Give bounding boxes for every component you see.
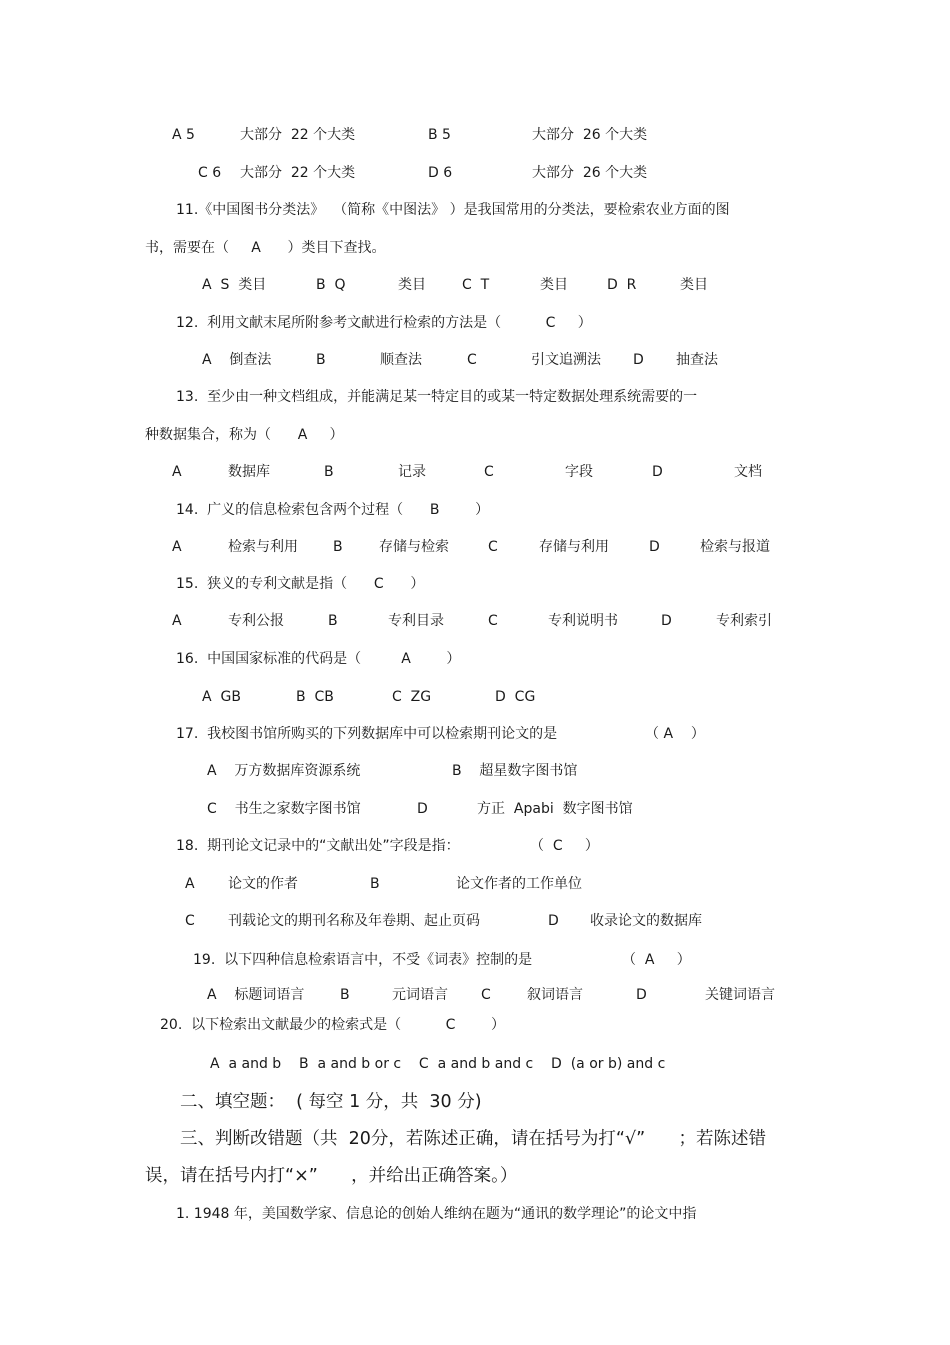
q20-stem: 20. 以下检索出文献最少的检索式是（ C ） [160, 1017, 506, 1033]
q15-option-a: A [172, 613, 182, 629]
q15-option-d: D [661, 613, 672, 629]
q19-option-d: D [636, 987, 647, 1003]
q18-option-a: A [185, 876, 195, 892]
q14-option-d-text: 检索与报道 [700, 539, 770, 555]
q14-option-d: D [649, 539, 660, 555]
q12-option-d: D [633, 352, 644, 368]
q17-option-c: C 书生之家数字图书馆 [207, 801, 361, 817]
q10-option-c-text: 大部分 22 个大类 [240, 165, 356, 181]
section-judgement-line2: 误，请在括号内打“×” ，并给出正确答案。） [145, 1166, 518, 1186]
q14-option-b-text: 存储与检索 [379, 539, 449, 555]
q18-option-a-text: 论文的作者 [228, 876, 298, 892]
q13-option-d: D [652, 464, 663, 480]
q13-option-b-text: 记录 [398, 464, 426, 480]
q12-option-c: C [467, 352, 477, 368]
q10-option-b-letter: B 5 [428, 127, 451, 143]
q15-option-b-text: 专利目录 [388, 613, 444, 629]
q19-option-b-text: 元词语言 [392, 987, 448, 1003]
q15-stem: 15. 狭义的专利文献是指（ C ） [176, 576, 425, 592]
q19-answer: （ A ） [622, 952, 691, 968]
q13-option-a: A [172, 464, 182, 480]
q14-option-c-text: 存储与利用 [539, 539, 609, 555]
q10-option-a-text: 大部分 22 个大类 [240, 127, 356, 143]
q13-option-c: C [484, 464, 494, 480]
q16-option-a: A GB [202, 689, 241, 705]
q10-option-c-letter: C 6 [198, 165, 222, 181]
q16-option-c: C ZG [392, 689, 432, 705]
q15-option-c: C [488, 613, 498, 629]
q17-stem: 17. 我校图书馆所购买的下列数据库中可以检索期刊论文的是 [176, 726, 558, 742]
q19-option-c-text: 叙词语言 [527, 987, 583, 1003]
q10-option-a-letter: A 5 [172, 127, 195, 143]
q17-option-b: B 超星数字图书馆 [452, 763, 578, 779]
q15-option-c-text: 专利说明书 [548, 613, 618, 629]
q18-option-b-text: 论文作者的工作单位 [456, 876, 582, 892]
q11-option-c-text: 类目 [540, 277, 568, 293]
q13-stem-line1: 13. 至少由一种文档组成，并能满足某一特定目的或某一特定数据处理系统需要的一 [176, 389, 698, 405]
q20-options: A a and b B a and b or c C a and b and c D (a or b) and c [210, 1056, 666, 1072]
q13-option-c-text: 字段 [565, 464, 593, 480]
q13-option-a-text: 数据库 [228, 464, 270, 480]
q14-option-b: B [333, 539, 343, 555]
q13-stem-line2: 种数据集合，称为（ A ） [145, 427, 344, 443]
q19-option-d-text: 关键词语言 [705, 987, 775, 1003]
q18-option-c: C [185, 913, 195, 929]
q11-option-b-text: 类目 [398, 277, 426, 293]
q15-option-b: B [328, 613, 338, 629]
q11-option-d-text: 类目 [680, 277, 708, 293]
q18-option-d: D [548, 913, 559, 929]
q12-stem: 12. 利用文献末尾所附参考文献进行检索的方法是（ C ） [176, 315, 592, 331]
judgement-q1-line1: 1. 1948 年，美国数学家、信息论的创始人维纳在题为“通讯的数学理论”的论文中指 [176, 1206, 697, 1222]
q18-option-d-text: 收录论文的数据库 [590, 913, 702, 929]
q19-option-b: B [340, 987, 350, 1003]
q19-option-a: A 标题词语言 [207, 987, 305, 1003]
q13-option-d-text: 文档 [734, 464, 762, 480]
q14-option-c: C [488, 539, 498, 555]
q18-option-b: B [370, 876, 380, 892]
q12-option-b-text: 顺查法 [380, 352, 422, 368]
q19-option-c: C [481, 987, 491, 1003]
q16-stem: 16. 中国国家标准的代码是（ A ） [176, 651, 461, 667]
q10-option-b-text: 大部分 26 个大类 [532, 127, 648, 143]
q11-option-c: C T [462, 277, 490, 293]
q10-option-d-text: 大部分 26 个大类 [532, 165, 648, 181]
q13-option-b: B [324, 464, 334, 480]
q17-option-a: A 万方数据库资源系统 [207, 763, 361, 779]
q16-option-b: B CB [296, 689, 334, 705]
q19-stem: 19. 以下四种信息检索语言中，不受《词表》控制的是 [193, 952, 533, 968]
q11-stem-line1: 11.《中国图书分类法》 （简称《中图法》 ）是我国常用的分类法，要检索农业方面的图 [176, 202, 730, 218]
q18-answer: （ C ） [530, 838, 599, 854]
q17-option-d: D [417, 801, 428, 817]
q16-option-d: D CG [495, 689, 536, 705]
q17-answer: （ A ） [645, 726, 705, 742]
q10-option-d-letter: D 6 [428, 165, 453, 181]
q18-option-c-text: 刊载论文的期刊名称及年卷期、起止页码 [228, 913, 480, 929]
q11-option-b: B Q [316, 277, 346, 293]
q14-option-a-text: 检索与利用 [228, 539, 298, 555]
q15-option-a-text: 专利公报 [228, 613, 284, 629]
q14-stem: 14. 广义的信息检索包含两个过程（ B ） [176, 502, 490, 518]
q12-option-d-text: 抽查法 [676, 352, 718, 368]
q17-option-d-text: 方正 Apabi 数字图书馆 [477, 801, 633, 817]
section-judgement-line1: 三、判断改错题（共 20分，若陈述正确，请在括号为打“√” ；若陈述错 [180, 1129, 767, 1149]
q11-option-d: D R [607, 277, 637, 293]
q18-stem: 18. 期刊论文记录中的“文献出处”字段是指： [176, 838, 460, 854]
q11-stem-line2: 书，需要在（ A ）类目下查找。 [145, 240, 386, 256]
q15-option-d-text: 专利索引 [716, 613, 772, 629]
section-fill-in-heading: 二、填空题： ( 每空 1 分，共 30 分) [180, 1092, 482, 1112]
q12-option-c-text: 引文追溯法 [531, 352, 601, 368]
q11-option-a: A S 类目 [202, 277, 267, 293]
q14-option-a: A [172, 539, 182, 555]
q12-option-b: B [316, 352, 326, 368]
q12-option-a: A 倒查法 [202, 352, 272, 368]
